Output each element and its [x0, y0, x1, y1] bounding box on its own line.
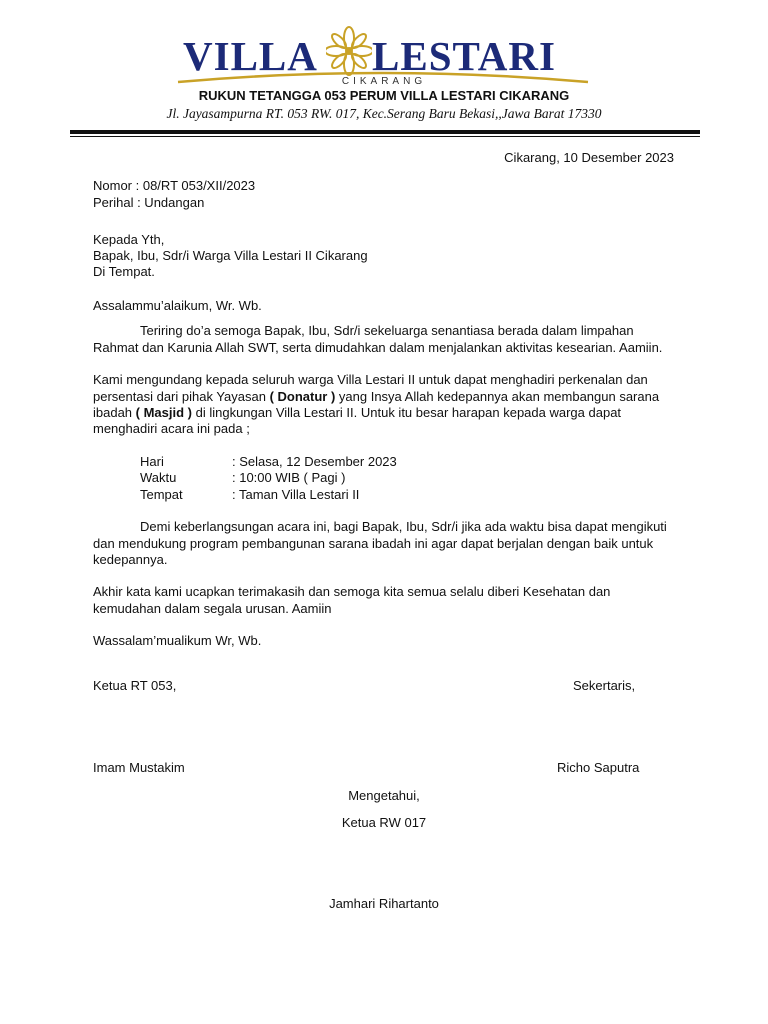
letter-number: Nomor : 08/RT 053/XII/2023 [93, 178, 256, 193]
donatur-bold: ( Donatur ) [269, 389, 336, 404]
paragraph-3-line-1: Demi keberlangsungan acara ini, bagi Bapak, Ibu, Sdr/i jika ada waktu bisa dapat mengikuti [140, 519, 667, 534]
signer-left-name: Imam Mustakim [93, 760, 185, 775]
detail-label-day: Hari [140, 454, 164, 469]
header-divider-thin [70, 136, 700, 137]
paragraph-2-line-4: menghadiri acara ini pada ; [93, 421, 250, 436]
paragraph-4-line-2: kemudahan dalam segala urusan. Aamiin [93, 601, 332, 616]
closing: Wassalam’mualikum Wr, Wb. [93, 633, 262, 648]
signer-right-title: Sekertaris, [573, 678, 636, 693]
paragraph-2-line-2-text-c: yang Insya Allah kedepannya akan membangun sarana [335, 389, 660, 404]
recipient-line-3: Di Tempat. [93, 264, 155, 279]
org-address: Jl. Jayasampurna RT. 053 RW. 017, Kec.Serang Baru Bekasi,,Jawa Barat 17330 [166, 106, 602, 121]
org-name: RUKUN TETANGGA 053 PERUM VILLA LESTARI CIKARANG [198, 88, 570, 103]
place-date: Cikarang, 10 Desember 2023 [504, 150, 674, 165]
paragraph-2-line-3-text-c: di lingkungan Villa Lestari II. Untuk itu besar harapan kepada warga dapat [192, 405, 622, 420]
signer-right-name: Richo Saputra [557, 760, 640, 775]
paragraph-1-line-2: Rahmat dan Karunia Allah SWT, serta dimudahkan dalam menjalankan aktivitas kesearian. Aamiin. [93, 340, 663, 355]
greeting: Assalammu’alaikum, Wr. Wb. [93, 298, 262, 313]
paragraph-2-line-3-text-a: ibadah [93, 405, 136, 420]
paragraph-3-line-3: kedepannya. [93, 552, 168, 567]
signer-center-title: Ketua RW 017 [341, 815, 427, 830]
paragraph-3-line-2: dan mendukung program pembangunan sarana ibadah ini agar dapat berjalan dengan baik untuk [93, 536, 654, 551]
signer-left-title: Ketua RT 053, [93, 678, 177, 693]
detail-label-place: Tempat [140, 487, 183, 502]
logo-subtitle: CIKARANG [341, 76, 427, 87]
letterhead-logo [0, 22, 768, 92]
masjid-bold: ( Masjid ) [135, 405, 192, 420]
detail-value-time: : 10:00 WIB ( Pagi ) [232, 470, 346, 485]
detail-value-day: : Selasa, 12 Desember 2023 [232, 454, 397, 469]
paragraph-2-line-3 [93, 405, 621, 422]
paragraph-1-line-1: Teriring do’a semoga Bapak, Ibu, Sdr/i sekeluarga senantiasa berada dalam limpahan [140, 323, 634, 338]
logo-text-left: VILLA [183, 33, 318, 79]
detail-label-time: Waktu [140, 470, 177, 485]
letter-subject: Perihal : Undangan [93, 195, 205, 210]
acknowledge-label: Mengetahui, [348, 788, 420, 803]
paragraph-2-line-2 [93, 389, 659, 406]
recipient-line-1: Kepada Yth, [93, 232, 165, 247]
logo-text-right: LESTARI [372, 33, 556, 79]
paragraph-4-line-1: Akhir kata kami ucapkan terimakasih dan semoga kita semua selalu diberi Kesehatan dan [93, 584, 611, 599]
recipient-line-2: Bapak, Ibu, Sdr/i Warga Villa Lestari II Cikarang [93, 248, 368, 263]
paragraph-2-line-2-text-a: persentasi dari pihak Yayasan [93, 389, 270, 404]
header-divider-thick [70, 130, 700, 134]
detail-value-place: : Taman Villa Lestari II [232, 487, 360, 502]
signer-center-name: Jamhari Rihartanto [329, 896, 439, 911]
paragraph-2-line-1: Kami mengundang kepada seluruh warga Villa Lestari II untuk dapat menghadiri perkenalan dan [93, 372, 648, 387]
